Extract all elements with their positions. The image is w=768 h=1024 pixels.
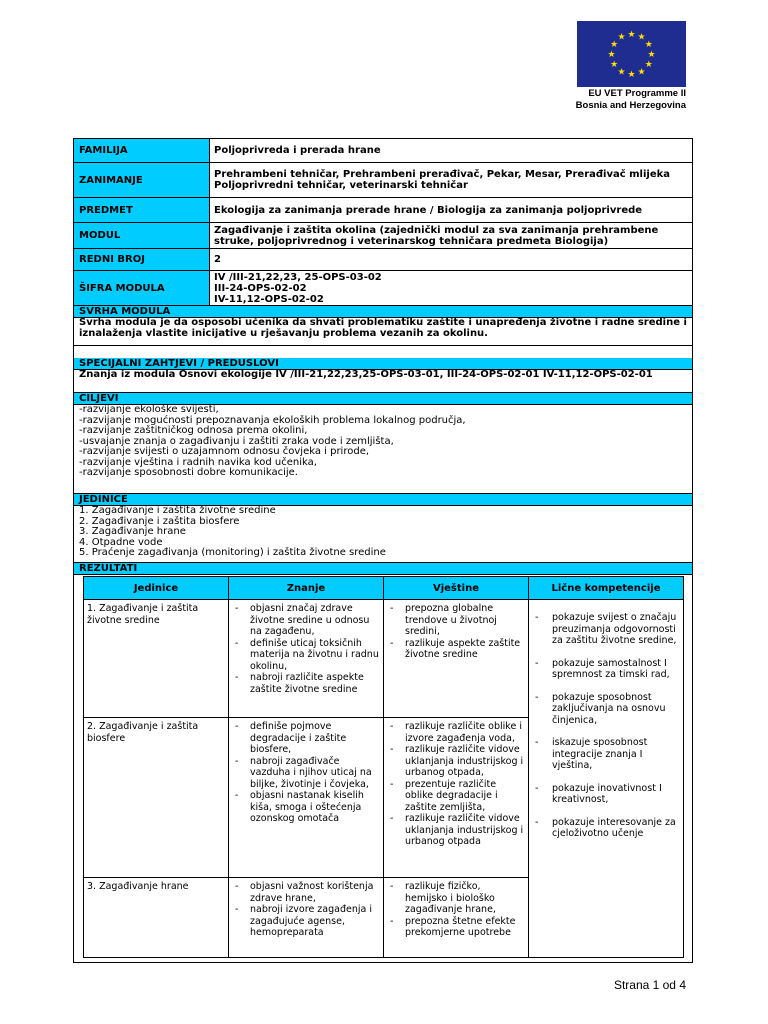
jedinice-heading: JEDINICE bbox=[73, 494, 693, 506]
znanje-item: - objasni značaj zdrave životne sredine u odnosu na zagađenu, bbox=[232, 603, 380, 638]
rezultati-table bbox=[83, 576, 684, 958]
star-icon: ★ bbox=[607, 50, 616, 60]
znanje-item: - definiše pojmove degradacije i zaštite biosfere, bbox=[232, 721, 380, 756]
cilj-item: -razvijanje vještina i radnih navika kod učenika, bbox=[79, 456, 317, 468]
kompetencija-item: - pokazuje svijest o značaju preuzimanja odgovornosti za zaštitu životne sredine, bbox=[532, 612, 680, 647]
znanje-item: - nabroji izvore zagađenja i zagađujuće agense, hemopreparata bbox=[232, 904, 380, 939]
preduslovi-text: Znanja iz modula Osnovi ekologije IV /III-21,22,23,25-OPS-03-01, III-24-OPS-02-01 IV-11,12-OPS-02-01 bbox=[73, 370, 693, 393]
info-label: PREDMET bbox=[74, 198, 210, 222]
star-icon: ★ bbox=[644, 60, 653, 70]
vjestine-item: - razlikuje aspekte zaštite životne sredine bbox=[387, 638, 525, 661]
vjestine-item: - prepozna globalne trendove u životnoj sredini, bbox=[387, 603, 525, 638]
info-label: REDNI BROJ bbox=[74, 249, 210, 270]
info-row bbox=[73, 223, 693, 249]
kompetencije-cell bbox=[529, 600, 684, 958]
unit-cell: 1. Zagađivanje i zaštita životne sredine bbox=[84, 600, 229, 718]
kompetencija-item: - pokazuje inovativnost I kreativnost, bbox=[532, 783, 680, 806]
info-label: ŠIFRA MODULA bbox=[74, 271, 210, 305]
info-value-line: Prehrambeni tehničar, Prehrambeni prerađivač, Pekar, Mesar, Prerađivač mlijeka bbox=[214, 169, 671, 180]
kompetencija-item: - iskazuje sposobnost integracije znanja I vještina, bbox=[532, 737, 680, 772]
unit-cell: 2. Zagađivanje i zaštita biosfere bbox=[84, 718, 229, 878]
module-document bbox=[73, 138, 693, 963]
vjestine-item: - razlikuje različite oblike i izvore zagađenja voda, bbox=[387, 721, 525, 744]
info-label: FAMILIJA bbox=[74, 139, 210, 162]
vjestine-item: - razlikuje različite vidove uklanjanja industrijskog i urbanog otpada bbox=[387, 813, 525, 848]
znanje-cell bbox=[229, 878, 384, 958]
info-row bbox=[73, 249, 693, 271]
info-value-line: Ekologija za zanimanja prerade hrane / Biologija za zanimanja poljoprivrede bbox=[214, 204, 643, 216]
eu-stars-icon bbox=[577, 21, 686, 87]
info-value-line: IV-11,12-OPS-02-02 bbox=[214, 293, 324, 305]
star-icon: ★ bbox=[610, 40, 619, 50]
znanje-item: - nabroji različite aspekte zaštite životne sredine bbox=[232, 672, 380, 695]
rezultati-section bbox=[73, 575, 693, 963]
info-value-line: Zagađivanje i zaštita okolina (zajednički modul za sva zanimanja prehrambene struke, poljoprivrednog i veterinarskog tehničara predmeta Biologija) bbox=[214, 224, 659, 247]
kompetencija-item: - pokazuje samostalnost I spremnost za timski rad, bbox=[532, 658, 680, 681]
col-header-kompetencije: Lične kompetencije bbox=[529, 577, 684, 600]
star-icon: ★ bbox=[644, 40, 653, 50]
programme-name: EU VET Programme II bbox=[588, 88, 686, 99]
vjestine-item: - razlikuje fizičko, hemijsko i biološko zagađivanje hrane, bbox=[387, 881, 525, 916]
col-header-vjestine: Vještine bbox=[384, 577, 529, 600]
info-label: MODUL bbox=[74, 223, 210, 248]
jedinica-item: 4. Otpadne vode bbox=[79, 536, 163, 548]
ciljevi-list bbox=[73, 405, 693, 494]
preduslovi-heading: SPECIJALNI ZAHTJEVI / PREDUSLOVI bbox=[73, 358, 693, 370]
star-icon: ★ bbox=[617, 32, 626, 43]
star-icon: ★ bbox=[627, 30, 636, 40]
info-value-line: 2 bbox=[214, 254, 221, 265]
jedinica-item: 1. Zagađivanje i zaštita životne sredine bbox=[79, 505, 276, 516]
info-value bbox=[210, 198, 692, 222]
vjestine-cell bbox=[384, 600, 529, 718]
star-icon: ★ bbox=[647, 50, 656, 60]
star-icon: ★ bbox=[637, 67, 646, 78]
znanje-item: - objasni važnost korištenja zdrave hrane, bbox=[232, 881, 380, 904]
svrha-text: Svrha modula je da osposobi učenika da shvati problematiku zaštite i unapređenja životne i radne sredine i iznalaženja vlastite inicijative u rješavanju problema vezanih za okolinu. bbox=[73, 318, 693, 346]
cilj-item: -usvajanje znanja o zagađivanju i zaštiti zraka vode i zemljišta, bbox=[79, 435, 394, 447]
info-value-line: Poljoprivredni tehničar, veterinarski tehničar bbox=[214, 180, 468, 191]
star-icon: ★ bbox=[637, 32, 646, 43]
znanje-item: - nabroji zagađivače vazduha i njihov uticaj na biljke, životinje i čovjeka, bbox=[232, 756, 380, 791]
spacer bbox=[73, 346, 693, 358]
col-header-jedinice: Jedinice bbox=[84, 577, 229, 600]
jedinica-item: 5. Praćenje zagađivanja (monitoring) i zaštita životne sredine bbox=[79, 547, 386, 558]
module-info-table bbox=[73, 138, 693, 306]
info-label: ZANIMANJE bbox=[74, 163, 210, 197]
info-row bbox=[73, 198, 693, 223]
info-value bbox=[210, 271, 692, 305]
jedinica-item: 2. Zagađivanje i zaštita biosfere bbox=[79, 515, 240, 527]
page-number: Strana 1 od 4 bbox=[613, 978, 686, 992]
cilj-item: -razvijanje mogućnosti prepoznavanja ekoloških problema lokalnog područja, bbox=[79, 414, 466, 426]
vjestine-cell bbox=[384, 718, 529, 878]
znanje-cell bbox=[229, 600, 384, 718]
programme-header bbox=[540, 88, 686, 112]
info-value bbox=[210, 163, 692, 197]
cilj-item: -razvijanje svijesti o uzajamnom odnosu čovjeka i prirode, bbox=[79, 446, 370, 457]
vjestine-item: - prezentuje različite oblike degradacije i zaštite zemljišta, bbox=[387, 779, 525, 814]
info-value bbox=[210, 139, 692, 162]
cilj-item: -razvijanje ekološke svijesti, bbox=[79, 404, 219, 415]
jedinica-item: 3. Zagađivanje hrane bbox=[79, 526, 186, 537]
info-value-line: Poljoprivreda i prerada hrane bbox=[214, 145, 381, 156]
info-row bbox=[73, 163, 693, 198]
znanje-item: - definiše uticaj toksičnih materija na životnu i radnu okolinu, bbox=[232, 638, 380, 673]
info-row bbox=[73, 271, 693, 306]
info-value-line: III-24-OPS-02-02 bbox=[214, 282, 307, 294]
info-value-line: IV /III-21,22,23, 25-OPS-03-02 bbox=[214, 271, 382, 283]
rezultati-heading: REZULTATI bbox=[73, 563, 693, 575]
znanje-cell bbox=[229, 718, 384, 878]
znanje-item: - objasni nastanak kiselih kiša, smoga i oštećenja ozonskog omotača bbox=[232, 790, 380, 825]
svrha-heading: SVRHA MODULA bbox=[73, 306, 693, 318]
star-icon: ★ bbox=[627, 70, 636, 80]
vjestine-cell bbox=[384, 878, 529, 958]
cilj-item: -razvijanje sposobnosti dobre komunikacije. bbox=[79, 467, 298, 478]
unit-cell: 3. Zagađivanje hrane bbox=[84, 878, 229, 958]
programme-country: Bosnia and Herzegovina bbox=[575, 100, 686, 111]
kompetencija-item: - pokazuje sposobnost zaključivanja na osnovu činjenica, bbox=[532, 692, 680, 727]
vjestine-item: - razlikuje različite vidove uklanjanja industrijskog i urbanog otpada, bbox=[387, 744, 525, 779]
eu-flag-logo bbox=[577, 21, 686, 87]
info-value bbox=[210, 249, 692, 270]
ciljevi-heading: CILJEVI bbox=[73, 393, 693, 405]
info-row bbox=[73, 138, 693, 163]
vjestine-item: - prepozna štetne efekte prekomjerne upotrebe bbox=[387, 916, 525, 939]
kompetencija-item: - pokazuje interesovanje za cjeloživotno učenje bbox=[532, 817, 680, 840]
cilj-item: -razvijanje zaštitničkog odnosa prema okolini, bbox=[79, 425, 308, 436]
jedinice-list bbox=[73, 506, 693, 563]
col-header-znanje: Znanje bbox=[229, 577, 384, 600]
info-value bbox=[210, 223, 692, 248]
star-icon: ★ bbox=[617, 67, 626, 78]
table-row bbox=[84, 600, 684, 718]
star-icon: ★ bbox=[610, 60, 619, 70]
